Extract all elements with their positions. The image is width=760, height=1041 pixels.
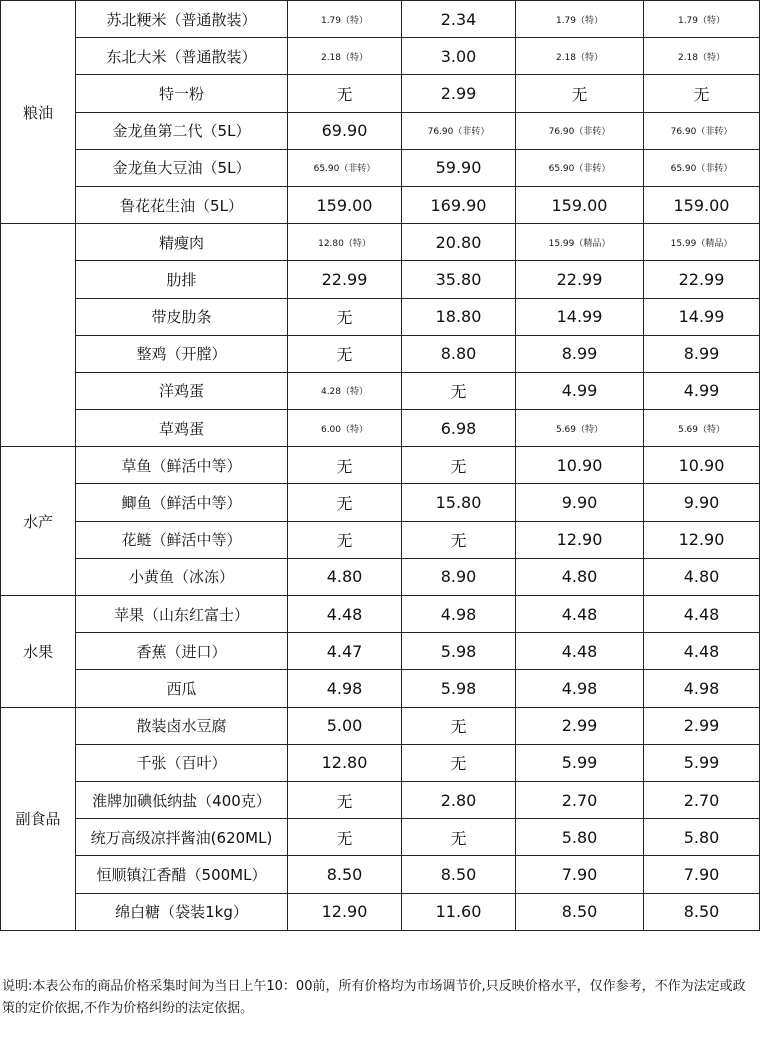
table-row [1,633,760,670]
price-cell: 18.80 [402,298,516,335]
price-cell: 10.90 [644,447,760,484]
price-cell: 65.90（非转） [644,149,760,186]
price-cell: 2.70 [644,781,760,818]
price-cell: 4.80 [288,558,402,595]
price-cell: 169.90 [402,186,516,223]
price-cell: 20.80 [402,224,516,261]
price-cell: 2.18（特） [644,38,760,75]
price-cell: 22.99 [644,261,760,298]
price-cell: 4.48 [644,596,760,633]
price-cell: 2.99 [402,75,516,112]
price-cell: 4.80 [516,558,644,595]
table-row [1,186,760,223]
price-cell: 159.00 [644,186,760,223]
price-cell: 无 [402,819,516,856]
price-cell: 159.00 [516,186,644,223]
item-name-cell: 千张（百叶） [76,744,288,781]
table-row [1,893,760,930]
item-name-cell: 金龙鱼大豆油（5L） [76,149,288,186]
price-cell: 无 [288,75,402,112]
price-cell: 3.00 [402,38,516,75]
price-cell: 无 [644,75,760,112]
table-row [1,372,760,409]
price-cell: 5.98 [402,633,516,670]
table-row [1,856,760,893]
price-cell: 无 [402,707,516,744]
item-name-cell: 鲁花花生油（5L） [76,186,288,223]
price-cell: 无 [288,781,402,818]
price-cell: 2.18（特） [516,38,644,75]
table-row [1,38,760,75]
price-cell: 8.90 [402,558,516,595]
price-cell: 14.99 [644,298,760,335]
price-cell: 7.90 [516,856,644,893]
price-cell: 2.99 [516,707,644,744]
price-cell: 8.80 [402,335,516,372]
price-cell: 4.98 [402,596,516,633]
price-cell: 4.98 [644,670,760,707]
price-cell: 5.99 [516,744,644,781]
price-cell: 76.90（非转） [644,112,760,149]
price-cell: 8.50 [288,856,402,893]
item-name-cell: 整鸡（开膛） [76,335,288,372]
category-cell [1,224,76,447]
price-cell: 9.90 [644,484,760,521]
price-cell: 59.90 [402,149,516,186]
price-cell: 8.99 [516,335,644,372]
price-cell: 9.90 [516,484,644,521]
price-cell: 7.90 [644,856,760,893]
table-row [1,819,760,856]
price-cell: 65.90（非转） [516,149,644,186]
price-cell: 无 [288,521,402,558]
table-row [1,707,760,744]
price-cell: 8.50 [402,856,516,893]
price-cell: 无 [402,744,516,781]
table-row [1,670,760,707]
price-cell: 5.69（特） [516,410,644,447]
item-name-cell: 统万高级凉拌酱油(620ML) [76,819,288,856]
item-name-cell: 西瓜 [76,670,288,707]
price-cell: 6.00（特） [288,410,402,447]
price-cell: 5.98 [402,670,516,707]
table-row [1,558,760,595]
price-cell: 2.18（特） [288,38,402,75]
item-name-cell: 淮牌加碘低纳盐（400克） [76,781,288,818]
table-row [1,335,760,372]
table-row [1,1,760,38]
item-name-cell: 香蕉（进口） [76,633,288,670]
item-name-cell: 洋鸡蛋 [76,372,288,409]
item-name-cell: 苏北粳米（普通散装） [76,1,288,38]
price-cell: 6.98 [402,410,516,447]
item-name-cell: 散装卤水豆腐 [76,707,288,744]
price-cell: 15.99（精品） [644,224,760,261]
price-cell: 无 [402,372,516,409]
price-cell: 2.80 [402,781,516,818]
table-row [1,112,760,149]
item-name-cell: 小黄鱼（冰冻） [76,558,288,595]
price-cell: 22.99 [516,261,644,298]
price-cell: 2.34 [402,1,516,38]
price-cell: 5.69（特） [644,410,760,447]
price-cell: 无 [516,75,644,112]
price-cell: 12.80（特） [288,224,402,261]
item-name-cell: 肋排 [76,261,288,298]
price-cell: 8.50 [516,893,644,930]
price-cell: 12.80 [288,744,402,781]
category-cell: 水产 [1,447,76,596]
price-cell: 12.90 [644,521,760,558]
item-name-cell: 精瘦肉 [76,224,288,261]
price-cell: 4.48 [516,596,644,633]
price-cell: 4.47 [288,633,402,670]
item-name-cell: 绵白糖（袋装1kg） [76,893,288,930]
price-cell: 无 [402,521,516,558]
table-row [1,149,760,186]
table-row [1,224,760,261]
price-cell: 1.79（特） [288,1,402,38]
table-row [1,75,760,112]
price-cell: 无 [288,819,402,856]
item-name-cell: 草鱼（鲜活中等） [76,447,288,484]
price-cell: 5.99 [644,744,760,781]
table-row [1,261,760,298]
price-cell: 11.60 [402,893,516,930]
price-cell: 5.00 [288,707,402,744]
item-name-cell: 金龙鱼第二代（5L） [76,112,288,149]
price-cell: 1.79（特） [516,1,644,38]
table-row [1,596,760,633]
price-cell: 15.80 [402,484,516,521]
price-cell: 4.48 [516,633,644,670]
price-cell: 无 [288,335,402,372]
item-name-cell: 特一粉 [76,75,288,112]
price-cell: 76.90（非转） [402,112,516,149]
price-cell: 4.99 [644,372,760,409]
category-cell: 水果 [1,596,76,708]
item-name-cell: 花鲢（鲜活中等） [76,521,288,558]
price-cell: 15.99（精品） [516,224,644,261]
category-cell: 粮油 [1,1,76,224]
item-name-cell: 鲫鱼（鲜活中等） [76,484,288,521]
price-cell: 无 [288,484,402,521]
price-cell: 14.99 [516,298,644,335]
item-name-cell: 恒顺镇江香醋（500ML） [76,856,288,893]
category-cell: 副食品 [1,707,76,930]
price-cell: 4.99 [516,372,644,409]
price-cell: 无 [402,447,516,484]
price-cell: 5.80 [516,819,644,856]
footnote: 说明:本表公布的商品价格采集时间为当日上午10：00前，所有价格均为市场调节价,只反映价格水平，仅作参考，不作为法定或政策的定价依据,不作为价格纠纷的法定依据。 [2,979,746,1016]
price-cell: 4.80 [644,558,760,595]
price-cell: 12.90 [288,893,402,930]
price-cell: 5.80 [644,819,760,856]
price-cell: 76.90（非转） [516,112,644,149]
price-cell: 4.98 [288,670,402,707]
table-row [1,781,760,818]
price-cell: 22.99 [288,261,402,298]
item-name-cell: 苹果（山东红富士） [76,596,288,633]
price-cell: 8.50 [644,893,760,930]
table-row [1,484,760,521]
table-row [1,744,760,781]
table-row [1,298,760,335]
price-cell: 8.99 [644,335,760,372]
table-row [1,447,760,484]
price-cell: 159.00 [288,186,402,223]
price-cell: 35.80 [402,261,516,298]
price-cell: 2.99 [644,707,760,744]
price-cell: 1.79（特） [644,1,760,38]
price-cell: 12.90 [516,521,644,558]
price-cell: 69.90 [288,112,402,149]
item-name-cell: 草鸡蛋 [76,410,288,447]
table-row [1,410,760,447]
price-cell: 10.90 [516,447,644,484]
price-cell: 4.98 [516,670,644,707]
item-name-cell: 带皮肋条 [76,298,288,335]
item-name-cell: 东北大米（普通散装） [76,38,288,75]
price-cell: 4.48 [288,596,402,633]
price-cell: 4.28（特） [288,372,402,409]
price-cell: 无 [288,447,402,484]
price-cell: 2.70 [516,781,644,818]
table-row [1,521,760,558]
price-cell: 4.48 [644,633,760,670]
price-cell: 65.90（非转） [288,149,402,186]
price-cell: 无 [288,298,402,335]
